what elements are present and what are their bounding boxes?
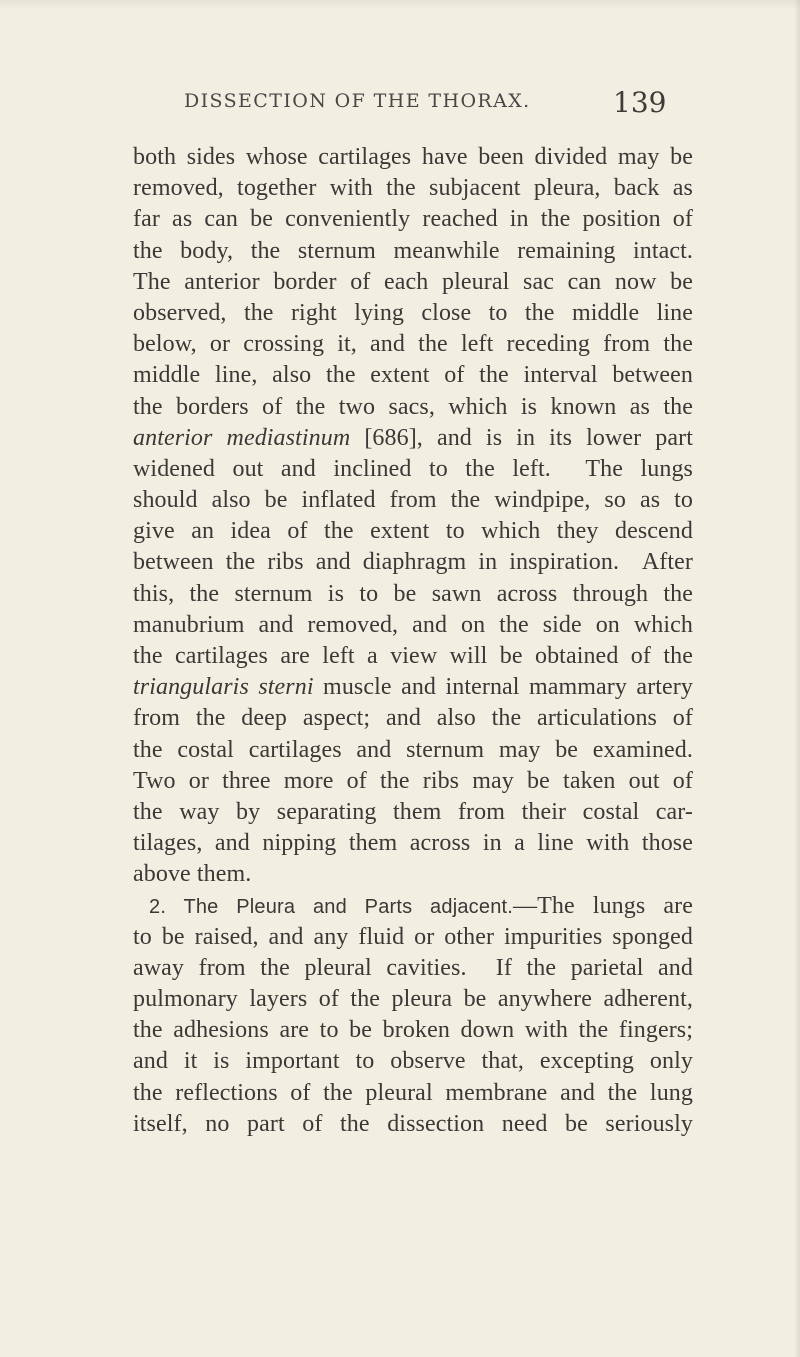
text-line: pulmonary layers of the pleura be anywhere adherent,: [133, 986, 693, 1013]
text-line: Two or three more of the ribs may be taken out of: [133, 767, 693, 794]
text-line: middle line, also the extent of the interval between: [133, 362, 693, 389]
running-title: DISSECTION OF THE THORAX.: [184, 90, 531, 112]
text-line: far as can be conveniently reached in the position of: [133, 206, 693, 233]
text-line: both sides whose cartilages have been divided may be: [133, 144, 693, 170]
text-line: to be raised, and any fluid or other impurities sponged: [133, 923, 693, 950]
text-line: this, the sternum is to be sawn across through the: [133, 580, 693, 607]
text-line: give an idea of the extent to which they descend: [133, 518, 693, 545]
text-line: from the deep aspect; and also the articulations of: [133, 705, 693, 732]
text-line: [133, 672, 693, 703]
text-line: the costal cartilages and sternum may be examined.: [133, 736, 693, 763]
section-heading-line: [133, 891, 693, 922]
text-line: should also be inflated from the windpipe, so as to: [133, 487, 693, 514]
text-line: removed, together with the subjacent pleura, back as: [133, 175, 693, 202]
text-line: above them.: [133, 861, 252, 888]
page-right-shadow: [794, 0, 800, 1357]
term-triangularis-sterni: triangularis sterni: [133, 674, 314, 701]
page-top-edge: [0, 0, 800, 10]
running-head: [0, 86, 800, 119]
text-line: the cartilages are left a view will be obtained of the: [133, 643, 693, 669]
text-line: itself, no part of the dissection need be seriously: [133, 1110, 693, 1137]
text-line: the adhesions are to be broken down with the fingers;: [133, 1017, 693, 1044]
text-line: the borders of the two sacs, which is known as the: [133, 393, 693, 420]
text-line: away from the pleural cavities. If the parietal and: [133, 954, 693, 981]
text-line: manubrium and removed, and on the side on which: [133, 611, 693, 638]
text-line: between the ribs and diaphragm in inspiration. After: [133, 549, 693, 576]
text-line-rest: —The lungs are: [513, 892, 693, 919]
page-number: 139: [613, 86, 667, 119]
text-line: below, or crossing it, and the left receding from the: [133, 331, 693, 358]
text-line: the reflections of the pleural membrane and the lung: [133, 1079, 693, 1106]
text-line: tilages, and nipping them across in a line with those: [133, 830, 693, 857]
text-line: observed, the right lying close to the middle line: [133, 299, 693, 326]
text-line: [133, 423, 693, 454]
text-line: and it is important to observe that, excepting only: [133, 1048, 693, 1075]
body-text: [133, 142, 693, 1140]
text-line-rest: [686], and is in its lower part: [350, 424, 694, 451]
text-line-rest: muscle and internal mammary artery: [313, 674, 693, 701]
text-line: the body, the sternum meanwhile remaining intact.: [133, 237, 693, 264]
section-heading: 2. The Pleura and Parts adjacent.: [149, 895, 514, 918]
text-line: widened out and inclined to the left. The lungs: [133, 455, 693, 482]
text-line: the way by separating them from their costal car-: [133, 798, 693, 825]
text-line: The anterior border of each pleural sac can now be: [133, 268, 693, 295]
term-anterior-mediastinum: anterior mediastinum: [133, 424, 351, 451]
